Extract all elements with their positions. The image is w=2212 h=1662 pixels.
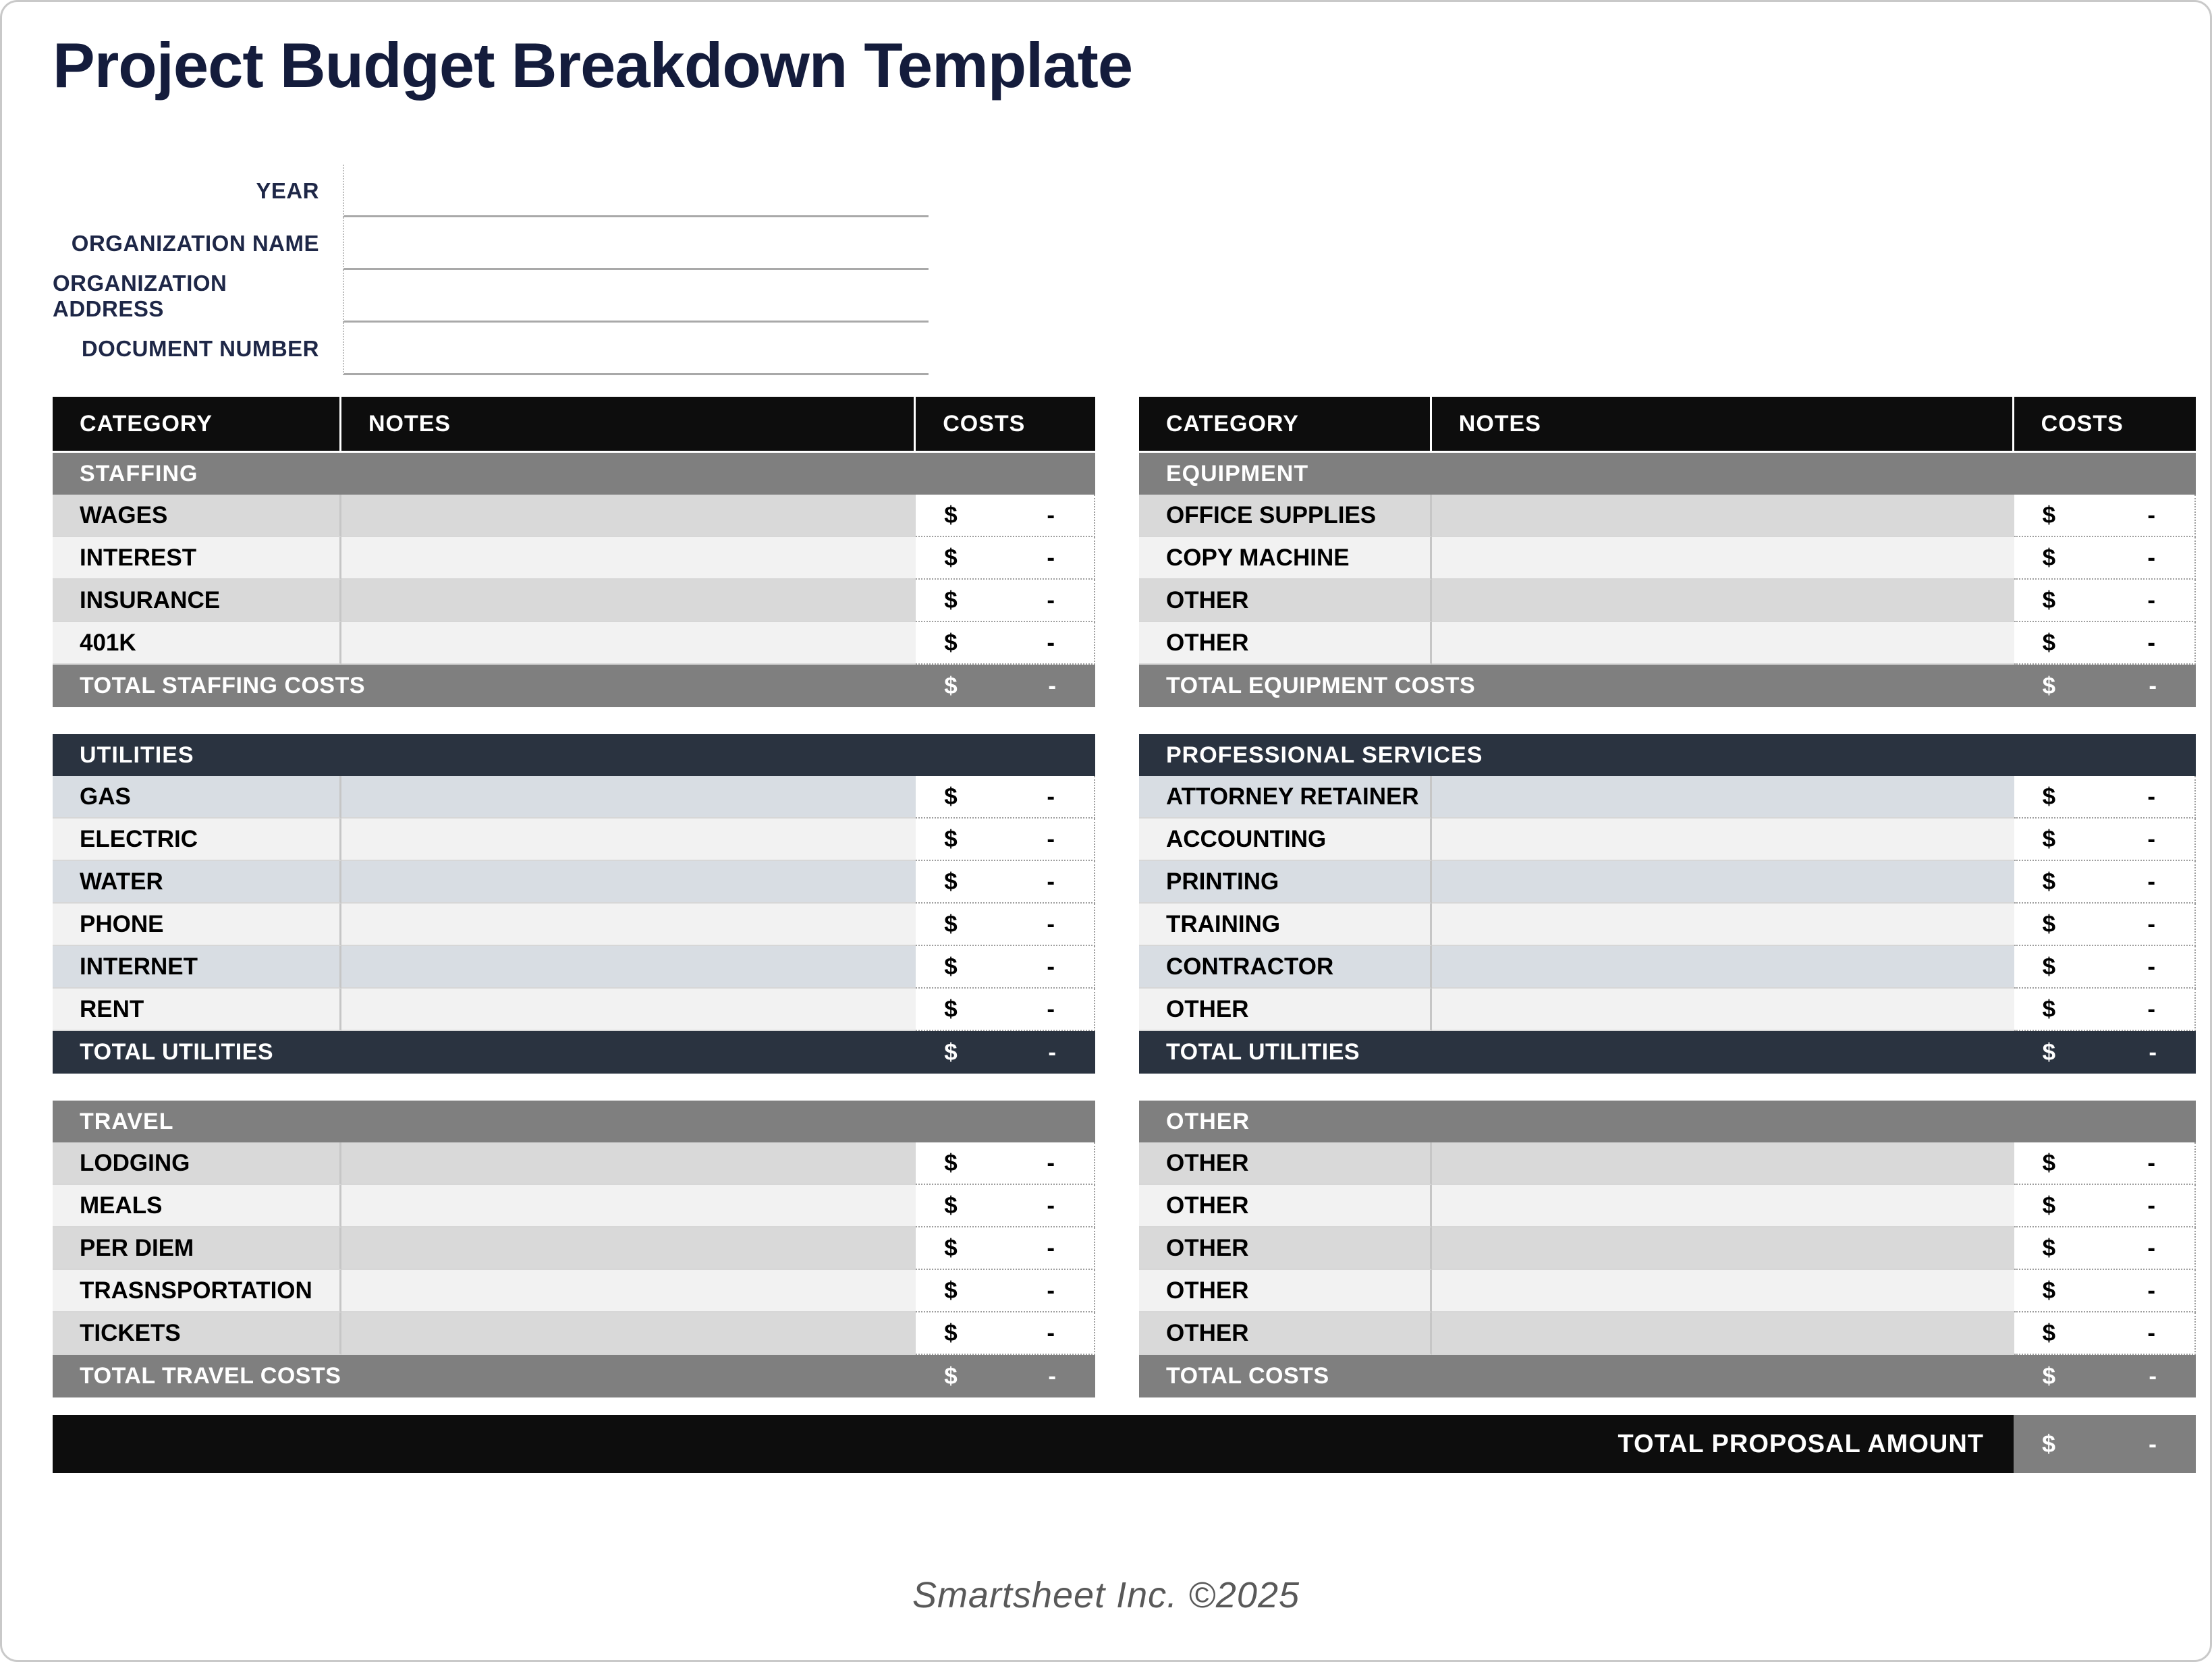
row-costs-cell[interactable] (2014, 580, 2196, 622)
row-category-cell: RENT (53, 989, 341, 1031)
total-label-cell: TOTAL UTILITIES (1166, 1039, 1360, 1065)
empty-amount: - (2147, 544, 2155, 571)
form-input-organization-address[interactable] (343, 270, 929, 323)
section-header-band: STAFFING (53, 453, 1095, 495)
total-row (1139, 1355, 2196, 1397)
row-category-cell: COPY MACHINE (1139, 537, 1432, 580)
row-notes-cell[interactable] (1432, 819, 2014, 861)
empty-amount: - (2147, 629, 2155, 656)
empty-amount: - (1047, 544, 1055, 571)
row-costs-cell[interactable] (2014, 537, 2196, 580)
row-costs-cell[interactable] (2014, 1227, 2196, 1270)
table-row (1139, 537, 2196, 580)
currency-symbol: $ (2042, 995, 2056, 1022)
row-category-cell: INTEREST (53, 537, 341, 580)
row-notes-cell[interactable] (1432, 861, 2014, 904)
form-label-organization-name: ORGANIZATION NAME (71, 231, 319, 256)
total-row (53, 665, 1095, 707)
empty-amount: - (2147, 1277, 2155, 1304)
header-notes-cell: NOTES (341, 397, 916, 451)
currency-symbol: $ (944, 953, 958, 980)
row-notes-cell[interactable] (1432, 946, 2014, 989)
currency-symbol: $ (2042, 1234, 2056, 1261)
row-category-cell: INSURANCE (53, 580, 341, 622)
row-notes-cell[interactable] (341, 989, 916, 1031)
table-row (53, 946, 1095, 989)
row-category-cell: OTHER (1139, 1227, 1432, 1270)
row-costs-cell[interactable] (2014, 1270, 2196, 1312)
currency-symbol: $ (944, 825, 958, 852)
row-notes-cell[interactable] (1432, 1142, 2014, 1185)
currency-symbol: $ (944, 544, 958, 571)
footer-credit: Smartsheet Inc. ©2025 (912, 1575, 1300, 1616)
form-row (53, 217, 929, 270)
currency-symbol: $ (2042, 868, 2056, 895)
row-costs-cell[interactable] (916, 989, 1095, 1031)
empty-amount: - (2149, 1038, 2157, 1065)
currency-symbol: $ (944, 1038, 958, 1065)
row-category-cell: PHONE (53, 904, 341, 946)
total-costs-cell (2014, 1031, 2196, 1074)
section-header-band: PROFESSIONAL SERVICES (1139, 734, 2196, 776)
budget-column-left (53, 397, 1095, 1397)
empty-amount: - (2147, 995, 2155, 1022)
empty-amount: - (1047, 1234, 1055, 1261)
form-row (53, 165, 929, 217)
row-notes-cell[interactable] (1432, 537, 2014, 580)
section-header-band: TRAVEL (53, 1101, 1095, 1142)
currency-symbol: $ (944, 1192, 958, 1219)
currency-symbol: $ (944, 629, 958, 656)
empty-amount: - (2147, 1319, 2155, 1346)
table-row (53, 904, 1095, 946)
row-category-cell: TICKETS (53, 1312, 341, 1355)
form-row (53, 270, 929, 323)
total-label-cell: TOTAL STAFFING COSTS (80, 673, 366, 699)
section-header-band: OTHER (1139, 1101, 2196, 1142)
row-notes-cell[interactable] (341, 1270, 916, 1312)
row-category-cell: OTHER (1139, 1185, 1432, 1227)
budget-column-right (1139, 397, 2196, 1397)
total-row (1139, 665, 2196, 707)
row-category-cell: PER DIEM (53, 1227, 341, 1270)
empty-amount: - (2147, 1234, 2155, 1261)
currency-symbol: $ (2042, 586, 2056, 613)
section-header-band: EQUIPMENT (1139, 453, 2196, 495)
currency-symbol: $ (2042, 910, 2056, 937)
empty-amount: - (2147, 953, 2155, 980)
row-notes-cell[interactable] (1432, 1312, 2014, 1355)
table-row (53, 861, 1095, 904)
empty-amount: - (1048, 1038, 1056, 1065)
empty-amount: - (1047, 629, 1055, 656)
row-category-cell: OTHER (1139, 1270, 1432, 1312)
row-costs-cell[interactable] (916, 1312, 1095, 1355)
row-costs-cell[interactable] (2014, 946, 2196, 989)
currency-symbol: $ (944, 868, 958, 895)
row-notes-cell[interactable] (1432, 1227, 2014, 1270)
total-proposal-label-cell (53, 1415, 2014, 1473)
currency-symbol: $ (944, 995, 958, 1022)
table-row (1139, 1185, 2196, 1227)
currency-symbol: $ (2042, 1319, 2056, 1346)
row-notes-cell[interactable] (1432, 495, 2014, 537)
empty-amount: - (1047, 825, 1055, 852)
table-row (53, 1185, 1095, 1227)
empty-amount: - (2147, 501, 2155, 528)
total-label-cell: TOTAL COSTS (1166, 1363, 1329, 1389)
row-costs-cell[interactable] (916, 1227, 1095, 1270)
row-category-cell: ATTORNEY RETAINER (1139, 776, 1432, 819)
total-proposal-amount-value: - (2149, 1430, 2157, 1458)
form-label-organization-address: ORGANIZATION ADDRESS (53, 271, 227, 322)
empty-amount: - (1047, 910, 1055, 937)
empty-amount: - (1048, 672, 1056, 699)
row-category-cell: OTHER (1139, 1142, 1432, 1185)
empty-amount: - (1047, 868, 1055, 895)
empty-amount: - (1047, 1192, 1055, 1219)
total-costs-cell (916, 1355, 1095, 1397)
section-other (1139, 1101, 2196, 1397)
currency-symbol: $ (944, 1234, 958, 1261)
row-costs-cell[interactable] (916, 1142, 1095, 1185)
row-costs-cell[interactable] (916, 622, 1095, 665)
form-input-year[interactable] (343, 165, 929, 217)
currency-symbol: $ (2042, 783, 2056, 810)
header-category-cell: CATEGORY (53, 397, 341, 451)
empty-amount: - (1048, 1362, 1056, 1389)
row-notes-cell[interactable] (341, 861, 916, 904)
total-costs-cell (916, 1031, 1095, 1074)
empty-amount: - (1047, 783, 1055, 810)
header-category-cell: CATEGORY (1139, 397, 1432, 451)
section-header-band: UTILITIES (53, 734, 1095, 776)
total-label-cell: TOTAL EQUIPMENT COSTS (1166, 673, 1476, 699)
currency-symbol: $ (2042, 1362, 2056, 1389)
empty-amount: - (2149, 672, 2157, 699)
currency-symbol: $ (944, 1362, 958, 1389)
row-costs-cell[interactable] (916, 946, 1095, 989)
table-row (1139, 1142, 2196, 1185)
row-costs-cell[interactable] (916, 1270, 1095, 1312)
row-category-cell: 401K (53, 622, 341, 665)
row-category-cell: OTHER (1139, 580, 1432, 622)
section-utilities (53, 734, 1095, 1074)
table-row (53, 819, 1095, 861)
table-row (1139, 904, 2196, 946)
row-costs-cell[interactable] (2014, 989, 2196, 1031)
row-costs-cell[interactable] (2014, 622, 2196, 665)
currency-symbol: $ (2042, 1277, 2056, 1304)
row-costs-cell[interactable] (2014, 1312, 2196, 1355)
currency-symbol: $ (2042, 825, 2056, 852)
row-costs-cell[interactable] (916, 776, 1095, 819)
currency-symbol: $ (944, 1277, 958, 1304)
row-notes-cell[interactable] (341, 1227, 916, 1270)
row-costs-cell[interactable] (2014, 861, 2196, 904)
row-category-cell: MEALS (53, 1185, 341, 1227)
table-header-row (1139, 397, 2196, 451)
budget-tables (53, 397, 2210, 1397)
currency-symbol: $ (2042, 1192, 2056, 1219)
empty-amount: - (2147, 868, 2155, 895)
total-costs-cell (2014, 665, 2196, 707)
row-notes-cell[interactable] (341, 1185, 916, 1227)
table-row (53, 1312, 1095, 1355)
total-proposal-label: TOTAL PROPOSAL AMOUNT (1617, 1429, 1984, 1458)
section-professional-services (1139, 734, 2196, 1074)
total-proposal-bar (53, 1415, 2196, 1473)
table-row (53, 1142, 1095, 1185)
empty-amount: - (2149, 1362, 2157, 1389)
header-costs-cell: COSTS (2014, 397, 2196, 451)
row-notes-cell[interactable] (341, 1142, 916, 1185)
header-notes-cell: NOTES (1432, 397, 2014, 451)
row-notes-cell[interactable] (341, 537, 916, 580)
section-equipment (1139, 453, 2196, 707)
table-row (53, 1270, 1095, 1312)
table-row (1139, 1312, 2196, 1355)
row-costs-cell[interactable] (916, 819, 1095, 861)
currency-symbol: $ (2042, 544, 2056, 571)
total-costs-cell (916, 665, 1095, 707)
total-row (53, 1031, 1095, 1074)
currency-symbol: $ (944, 1149, 958, 1176)
empty-amount: - (2147, 910, 2155, 937)
empty-amount: - (1047, 953, 1055, 980)
table-row (53, 537, 1095, 580)
row-costs-cell[interactable] (916, 904, 1095, 946)
row-notes-cell[interactable] (341, 622, 916, 665)
row-costs-cell[interactable] (2014, 1185, 2196, 1227)
row-notes-cell[interactable] (1432, 1185, 2014, 1227)
form-label-year: YEAR (256, 178, 319, 204)
table-row (53, 1227, 1095, 1270)
row-costs-cell[interactable] (2014, 776, 2196, 819)
currency-symbol: $ (2042, 672, 2056, 699)
currency-symbol: $ (2042, 1149, 2056, 1176)
row-category-cell: OTHER (1139, 1312, 1432, 1355)
empty-amount: - (1047, 1149, 1055, 1176)
table-row (1139, 1227, 2196, 1270)
page-title: Project Budget Breakdown Template (53, 30, 1133, 101)
info-form (53, 165, 929, 375)
empty-amount: - (1047, 1319, 1055, 1346)
currency-symbol: $ (2042, 1430, 2056, 1458)
header-costs-cell: COSTS (916, 397, 1095, 451)
currency-symbol: $ (2042, 1038, 2056, 1065)
currency-symbol: $ (2042, 953, 2056, 980)
total-costs-cell (2014, 1355, 2196, 1397)
row-costs-cell[interactable] (2014, 1142, 2196, 1185)
empty-amount: - (1047, 995, 1055, 1022)
row-category-cell: ACCOUNTING (1139, 819, 1432, 861)
row-costs-cell[interactable] (916, 495, 1095, 537)
table-row (1139, 819, 2196, 861)
table-row (53, 989, 1095, 1031)
row-notes-cell[interactable] (1432, 1270, 2014, 1312)
empty-amount: - (2147, 783, 2155, 810)
table-row (53, 580, 1095, 622)
row-notes-cell[interactable] (341, 946, 916, 989)
currency-symbol: $ (944, 910, 958, 937)
row-notes-cell[interactable] (341, 580, 916, 622)
currency-symbol: $ (944, 501, 958, 528)
currency-symbol: $ (944, 1319, 958, 1346)
empty-amount: - (2147, 586, 2155, 613)
form-row (53, 323, 929, 375)
empty-amount: - (2147, 1192, 2155, 1219)
row-costs-cell[interactable] (2014, 819, 2196, 861)
currency-symbol: $ (944, 672, 958, 699)
row-category-cell: PRINTING (1139, 861, 1432, 904)
form-input-document-number[interactable] (343, 323, 929, 375)
table-row (1139, 580, 2196, 622)
row-costs-cell[interactable] (916, 537, 1095, 580)
row-notes-cell[interactable] (341, 495, 916, 537)
row-category-cell: WAGES (53, 495, 341, 537)
row-notes-cell[interactable] (1432, 989, 2014, 1031)
empty-amount: - (1047, 586, 1055, 613)
empty-amount: - (1047, 1277, 1055, 1304)
section-staffing (53, 453, 1095, 707)
table-row (1139, 989, 2196, 1031)
table-row (1139, 1270, 2196, 1312)
row-costs-cell[interactable] (2014, 904, 2196, 946)
form-input-organization-name[interactable] (343, 217, 929, 270)
row-costs-cell[interactable] (916, 861, 1095, 904)
table-row (1139, 776, 2196, 819)
currency-symbol: $ (2042, 629, 2056, 656)
table-row (53, 495, 1095, 537)
row-category-cell: OTHER (1139, 622, 1432, 665)
total-label-cell: TOTAL UTILITIES (80, 1039, 274, 1065)
row-costs-cell[interactable] (2014, 495, 2196, 537)
row-notes-cell[interactable] (341, 819, 916, 861)
row-notes-cell[interactable] (1432, 776, 2014, 819)
row-notes-cell[interactable] (1432, 622, 2014, 665)
currency-symbol: $ (2042, 501, 2056, 528)
row-category-cell: WATER (53, 861, 341, 904)
row-category-cell: TRAINING (1139, 904, 1432, 946)
row-notes-cell[interactable] (341, 904, 916, 946)
section-travel (53, 1101, 1095, 1397)
table-row (53, 776, 1095, 819)
row-category-cell: LODGING (53, 1142, 341, 1185)
total-label-cell: TOTAL TRAVEL COSTS (80, 1363, 341, 1389)
row-category-cell: ELECTRIC (53, 819, 341, 861)
row-costs-cell[interactable] (916, 1185, 1095, 1227)
total-row (1139, 1031, 2196, 1074)
table-row (1139, 946, 2196, 989)
row-category-cell: CONTRACTOR (1139, 946, 1432, 989)
empty-amount: - (2147, 825, 2155, 852)
table-header-row (53, 397, 1095, 451)
total-proposal-amount-cell (2014, 1415, 2196, 1473)
table-row (1139, 622, 2196, 665)
total-row (53, 1355, 1095, 1397)
currency-symbol: $ (944, 586, 958, 613)
table-row (53, 622, 1095, 665)
table-row (1139, 495, 2196, 537)
row-category-cell: OFFICE SUPPLIES (1139, 495, 1432, 537)
row-notes-cell[interactable] (1432, 580, 2014, 622)
table-row (1139, 861, 2196, 904)
row-notes-cell[interactable] (341, 776, 916, 819)
empty-amount: - (1047, 501, 1055, 528)
form-label-document-number: DOCUMENT NUMBER (81, 336, 319, 362)
row-category-cell: INTERNET (53, 946, 341, 989)
row-notes-cell[interactable] (341, 1312, 916, 1355)
row-notes-cell[interactable] (1432, 904, 2014, 946)
row-category-cell: TRASNSPORTATION (53, 1270, 341, 1312)
row-costs-cell[interactable] (916, 580, 1095, 622)
row-category-cell: OTHER (1139, 989, 1432, 1031)
row-category-cell: GAS (53, 776, 341, 819)
empty-amount: - (2147, 1149, 2155, 1176)
currency-symbol: $ (944, 783, 958, 810)
